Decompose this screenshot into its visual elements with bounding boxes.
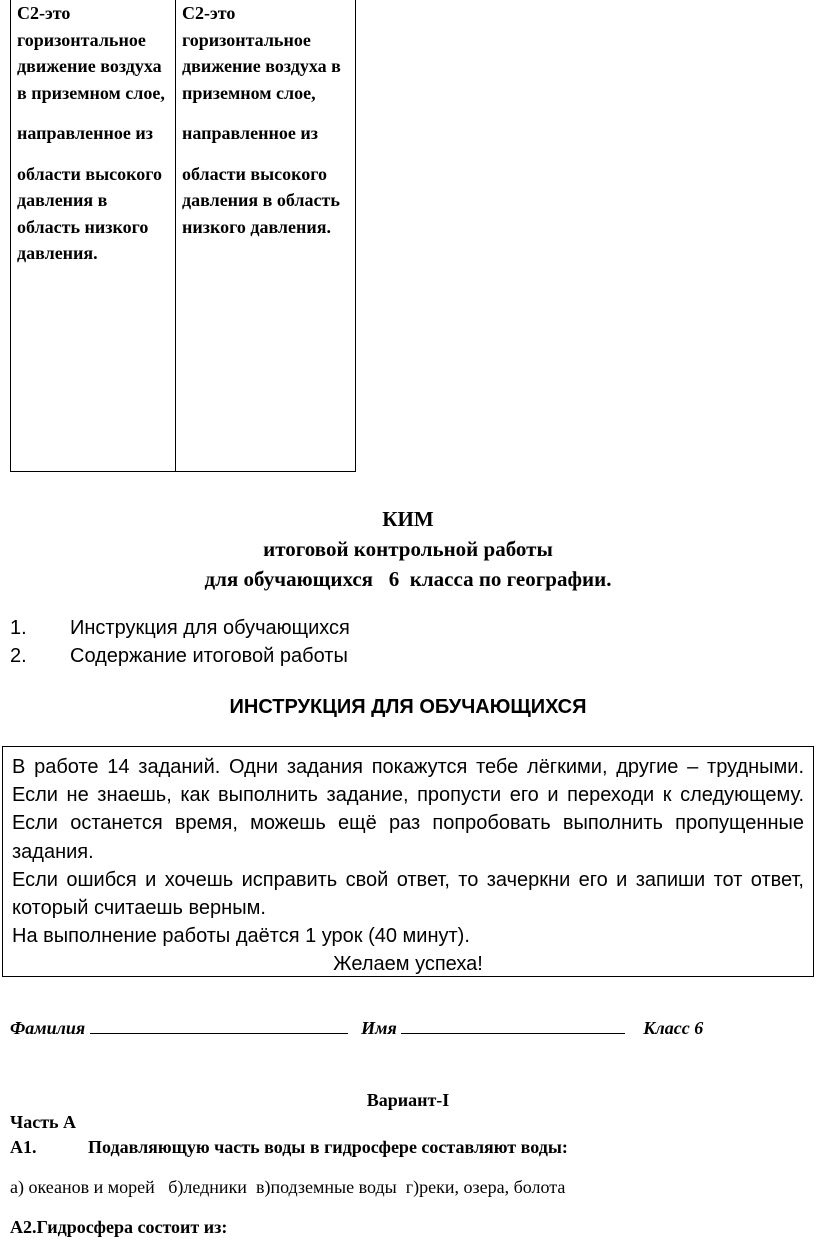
- list-text: Содержание итоговой работы: [70, 645, 348, 667]
- question-a2: А2.Гидросфера состоит из:: [10, 1217, 228, 1237]
- cell-text: направленное из: [17, 123, 153, 143]
- list-text: Инструкция для обучающихся: [70, 617, 350, 639]
- cell-text: С2-это горизонтальное движение воздуха в приземном слое,: [182, 3, 341, 103]
- table-cell-right: [176, 0, 355, 471]
- list-number: 1.: [10, 617, 27, 639]
- answer-options-a1: а) океанов и морей б)ледники в)подземные воды г)реки, озера, болота: [10, 1177, 566, 1197]
- surname-field[interactable]: [90, 1017, 348, 1034]
- list-item: [10, 614, 350, 642]
- variant-heading: Вариант-I: [366, 1090, 450, 1110]
- part-heading: Часть А: [10, 1112, 77, 1132]
- document-title: [0, 504, 816, 594]
- title-line: для обучающихся 6 класса по географии.: [204, 567, 612, 591]
- instructions-paragraph: На выполнение работы даётся 1 урок (40 минут).: [12, 925, 470, 948]
- class-label: Класс 6: [643, 1018, 704, 1038]
- surname-label: Фамилия: [10, 1018, 86, 1038]
- instructions-paragraph: Если ошибся и хочешь исправить свой ответ, то зачеркни его и запиши тот ответ, который считаешь верным.: [12, 868, 804, 920]
- list-item: [10, 642, 350, 670]
- list-number: 2.: [10, 645, 27, 667]
- name-label: Имя: [361, 1018, 397, 1038]
- contents-list: [10, 614, 350, 670]
- wish-text: Желаем успеха!: [333, 953, 483, 976]
- cell-text: области высокого давления в область низкого давления.: [182, 163, 340, 237]
- definition-table: [10, 0, 356, 472]
- cell-text: области высокого давления в область низкого давления.: [17, 163, 162, 263]
- section-heading: ИНСТРУКЦИЯ ДЛЯ ОБУЧАЮЩИХСЯ: [229, 696, 587, 718]
- cell-text: направленное из: [182, 123, 318, 143]
- student-info-line: [10, 1017, 810, 1039]
- question-number: А1.: [10, 1137, 37, 1157]
- question-text: Подавляющую часть воды в гидросфере составляют воды:: [88, 1137, 568, 1157]
- title-line: итоговой контрольной работы: [263, 537, 553, 561]
- question-a1: [10, 1137, 568, 1158]
- cell-text: С2-это горизонтальное движение воздуха в приземном слое,: [17, 3, 165, 103]
- instructions-box: [2, 746, 814, 977]
- name-field[interactable]: [401, 1017, 625, 1034]
- table-cell-left: [11, 0, 176, 471]
- instructions-paragraph: В работе 14 заданий. Одни задания покажутся тебе лёгкими, другие – трудными. Если не знаешь, как выполнить задание, пропусти его и переходи к следующему. Если останется время, можешь ещё раз попробовать выполнить пропущенные задания.: [12, 756, 804, 863]
- title-line: КИМ: [382, 507, 434, 531]
